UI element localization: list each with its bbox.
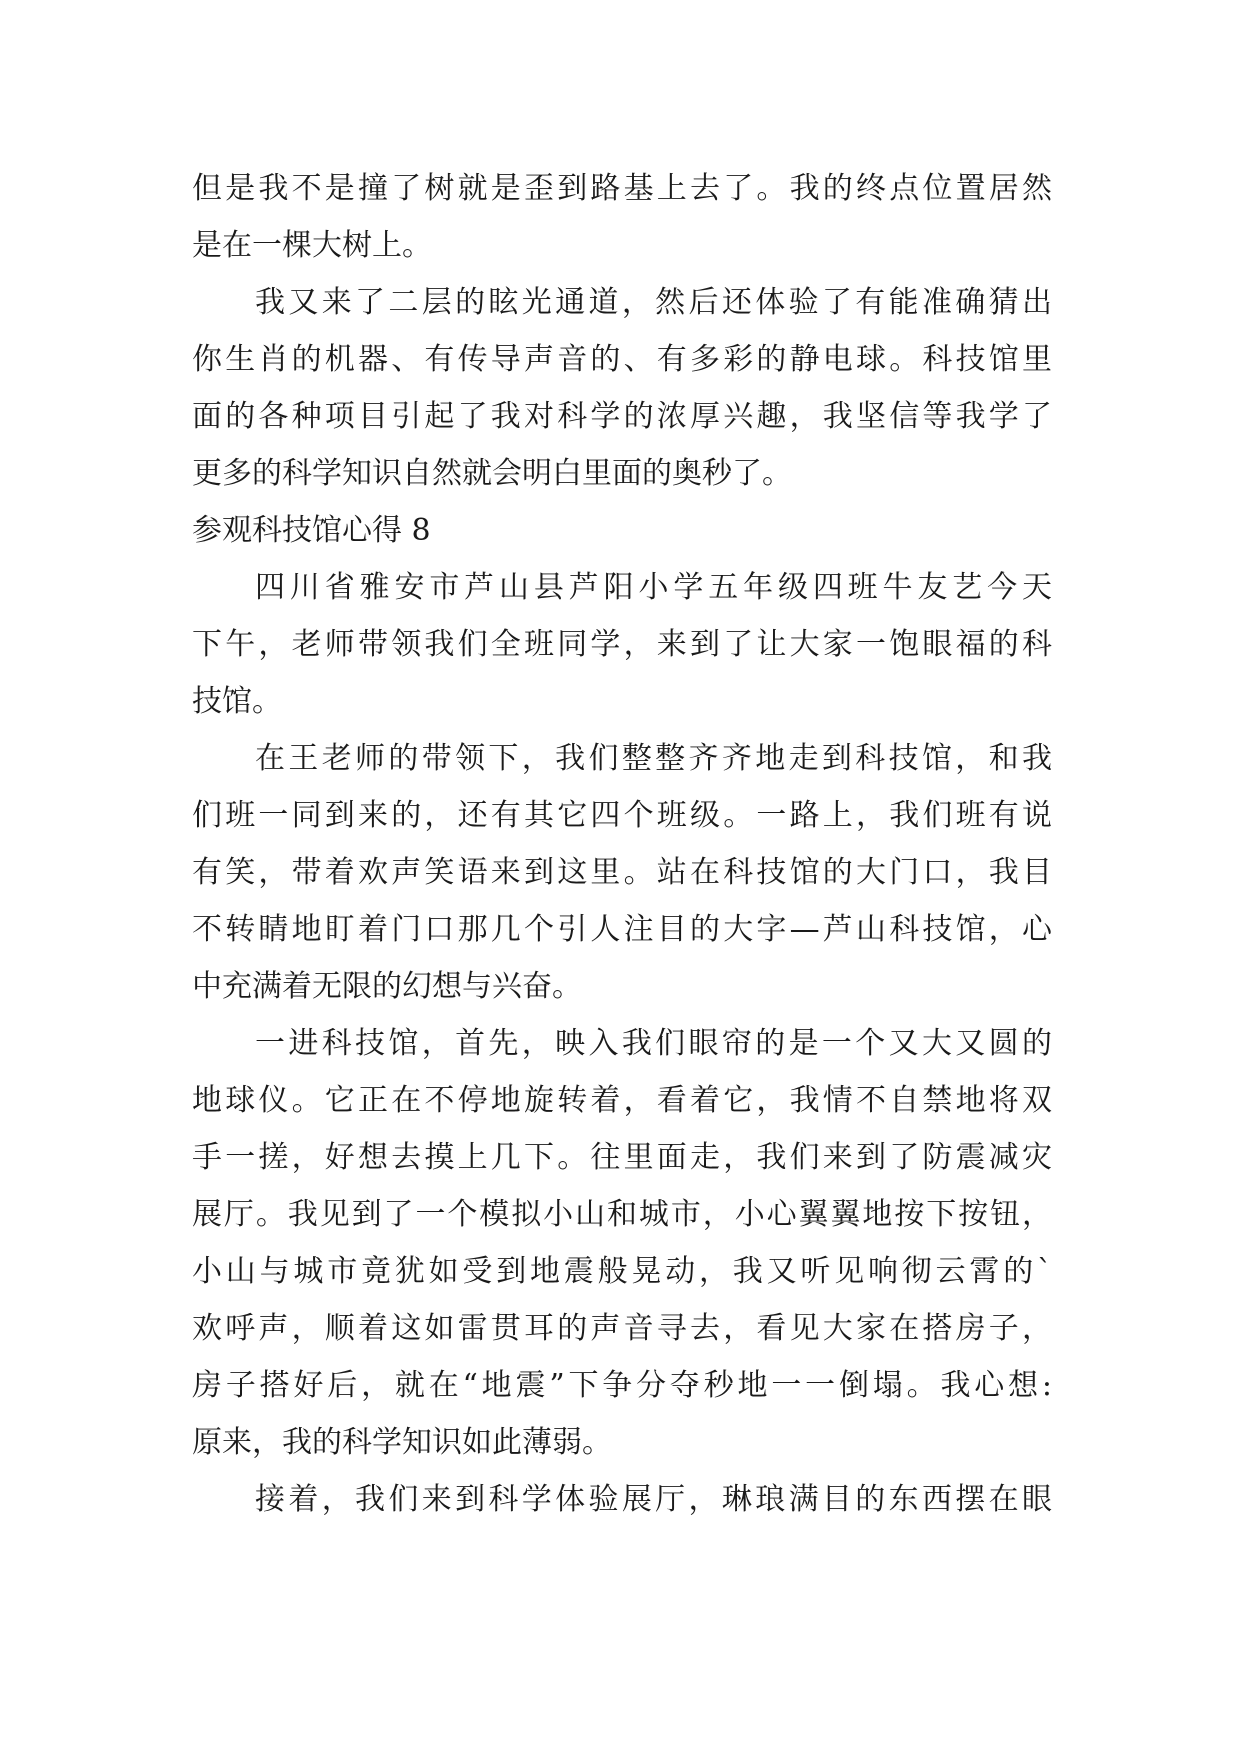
text-line: 你生肖的机器、有传导声音的、有多彩的静电球。科技馆里 [192,342,1052,377]
text-line: 技馆。 [192,684,282,719]
text-line: 手一搓，好想去摸上几下。往里面走，我们来到了防震减灾 [192,1140,1052,1175]
text-line: 更多的科学知识自然就会明白里面的奥秒了。 [192,456,792,491]
article-body [192,160,1052,1528]
paragraph [192,559,1052,730]
text-line: 我又来了二层的眩光通道，然后还体验了有能准确猜出 [255,285,1052,320]
text-line: 是在一棵大树上。 [192,228,432,263]
text-line: 们班一同到来的，还有其它四个班级。一路上，我们班有说 [192,798,1052,833]
paragraph [192,1471,1052,1528]
paragraph [192,274,1052,502]
text-line: 欢呼声，顺着这如雷贯耳的声音寻去，看见大家在搭房子， [192,1311,1052,1346]
text-line: 在王老师的带领下，我们整整齐齐地走到科技馆，和我 [255,741,1052,776]
text-line: 面的各种项目引起了我对科学的浓厚兴趣，我坚信等我学了 [192,399,1052,434]
section-heading [192,502,1052,559]
text-line: 房子搭好后，就在“地震”下争分夺秒地一一倒塌。我心想: [192,1368,1052,1403]
text-line: 中充满着无限的幻想与兴奋。 [192,969,582,1004]
text-line: 但是我不是撞了树就是歪到路基上去了。我的终点位置居然 [192,171,1052,206]
text-line: 一进科技馆，首先，映入我们眼帘的是一个又大又圆的 [255,1026,1052,1061]
text-line: 展厅。我见到了一个模拟小山和城市，小心翼翼地按下按钮， [192,1197,1052,1232]
paragraph [192,160,1052,274]
text-line: 下午，老师带领我们全班同学，来到了让大家一饱眼福的科 [192,627,1052,662]
text-line: 不转睛地盯着门口那几个引人注目的大字—芦山科技馆，心 [192,912,1052,947]
text-line: 接着，我们来到科学体验展厅，琳琅满目的东西摆在眼 [255,1482,1052,1517]
heading-text: 参观科技馆心得 8 [192,513,431,548]
text-line: 地球仪。它正在不停地旋转着，看着它，我情不自禁地将双 [192,1083,1052,1118]
text-line: 四川省雅安市芦山县芦阳小学五年级四班牛友艺今天 [255,570,1052,605]
paragraph [192,1015,1052,1471]
text-line: 原来，我的科学知识如此薄弱。 [192,1425,612,1460]
paragraph [192,730,1052,1015]
text-line: 有笑，带着欢声笑语来到这里。站在科技馆的大门口，我目 [192,855,1052,890]
text-line: 小山与城市竟犹如受到地震般晃动，我又听见响彻云霄的` [192,1254,1052,1289]
